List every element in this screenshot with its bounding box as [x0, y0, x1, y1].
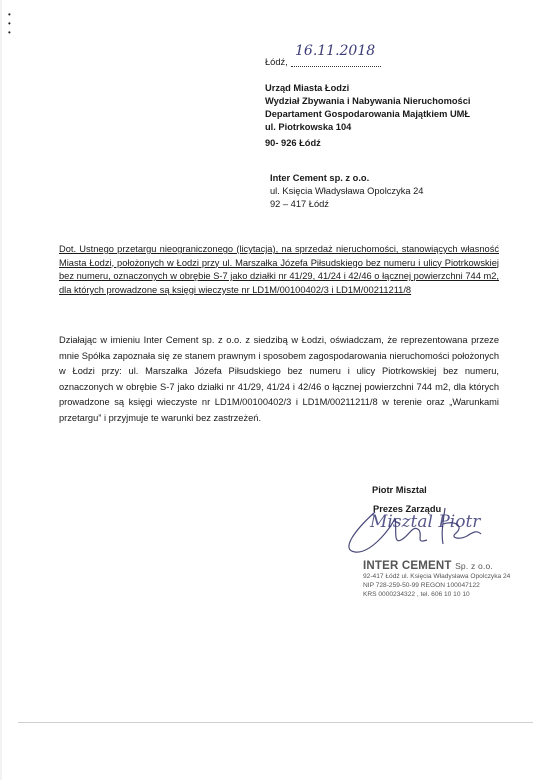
letter-subject: Dot. Ustnego przetargu nieograniczonego (licytacja), na sprzedaż nieruchomości, stanowiących własność Miasta Łodzi, położonych w Łodzi przy ul. Marszałka Józefa Piłsudskiego bez numeru i ulicy Piotrkowskiej bez numeru, oznaczonych w obrębie S-7 jako działki nr 41/29, 41/24 i 42/46 o łącznej powierzchni 744 m2, dla których prowadzone są księgi wieczyste nr LD1M/00100402/3 i LD1M/00211211/8 [59, 244, 499, 295]
stamp-address: 92-417 Łódź ul. Księcia Władysława Opolczyka 24 [363, 573, 511, 580]
handwritten-signature: Misztal Piotr [370, 512, 481, 532]
letter-body: Działając w imieniu Inter Cement sp. z o.o. z siedzibą w Łodzi, oświadczam, że reprezentowana przeze mnie Spółka zapoznała się ze stanem prawnym i sposobem zagospodarowania nieruchomości położonych w Łodzi przy: ul. Marszałka Józefa Piłsudskiego bez numeru i ulicy Piotrkowskiej bez numeru, oznaczonych w obrębie S-7 jako działki nr 41/29, 41/24 i 42/46 o łącznej powierzchni 744 m2, dla których prowadzone są księgi wieczyste nr LD1M/00100402/3 i LD1M/00211211/8 w terenie oraz „Warunkami przetargu” i przyjmuje te warunki bez zastrzeżeń. [59, 335, 499, 423]
recipient-line-3: Departament Gospodarowania Majątkiem UMŁ [265, 109, 471, 119]
punch-marks: • • • [8, 10, 11, 37]
recipient-line-1: Urząd Miasta Łodzi [265, 83, 350, 93]
sender-city: 92 – 417 Łódź [270, 199, 329, 209]
recipient-line-2: Wydział Zbywania i Nabywania Nieruchomości [265, 96, 471, 106]
sender-name: Inter Cement sp. z o.o. [270, 173, 370, 183]
date-place: Łódź, [265, 57, 288, 67]
handwritten-date: 16.11.2018 [295, 43, 376, 59]
recipient-line-5: 90- 926 Łódź [265, 138, 321, 148]
stamp-krs-phone: KRS 0000234322 , tel. 606 10 10 10 [363, 591, 470, 598]
sender-street: ul. Księcia Władysława Opolczyka 24 [270, 186, 424, 196]
stamp-company [363, 560, 510, 572]
stamp-company-bold: INTER CEMENT [363, 560, 452, 572]
signer-title: Prezes Zarządu [373, 504, 442, 514]
company-stamp [363, 560, 510, 599]
date-dotted-line [291, 66, 381, 67]
recipient-line-4: ul. Piotrkowska 104 [265, 122, 352, 132]
stamp-company-rest: Sp. z o.o. [455, 561, 493, 571]
signer-name: Piotr Misztal [372, 485, 427, 495]
stamp-nip-regon: NIP 728-259-50-99 REGON 100047122 [363, 582, 480, 589]
scan-bottom-rule [18, 722, 533, 723]
